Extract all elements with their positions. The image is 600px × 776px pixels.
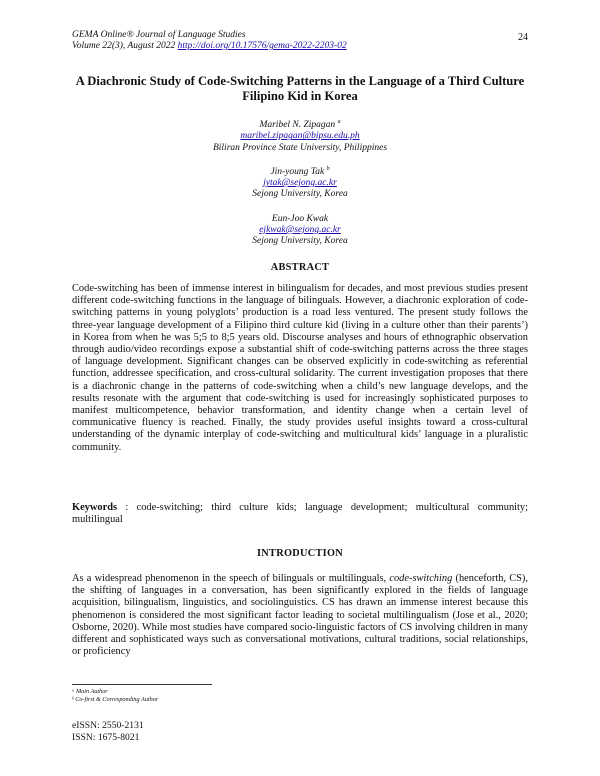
running-header — [72, 30, 347, 52]
author-affiliation: Sejong University, Korea — [252, 189, 348, 200]
page-number: 24 — [518, 32, 528, 43]
volume-line — [72, 41, 347, 52]
author-email-link[interactable]: ejkwak@sejong.ac.kr — [259, 224, 341, 235]
footnotes — [72, 688, 158, 704]
author-name: Jin-young Tak $^b$ — [270, 165, 330, 177]
author-block — [72, 117, 528, 257]
keywords-list: : code-switching; third culture kids; language development; multicultural community; multilingual — [72, 502, 528, 526]
author-entry — [72, 164, 528, 201]
author-email-link[interactable]: jytak@sejong.ac.kr — [263, 178, 337, 189]
doi-link[interactable]: http://doi.org/10.17576/gema-2022-2203-02 — [177, 41, 347, 51]
author-name: Maribel N. Zipagan $^a$ — [259, 119, 341, 131]
footnote-b: ᵇ Co-first & Corresponding Author — [72, 696, 159, 703]
author-entry — [72, 117, 528, 154]
author-entry — [72, 211, 528, 248]
author-name: Eun-Joo Kwak — [271, 213, 329, 224]
footnote-rule — [72, 684, 212, 685]
eissn: eISSN: 2550-2131 — [72, 720, 144, 731]
keywords — [72, 502, 528, 526]
pissn: ISSN: 1675-8021 — [72, 732, 140, 743]
footnote-a: ᵃ Main Author — [72, 688, 108, 695]
volume-text: Volume 22(3), August 2022 — [72, 41, 178, 51]
keywords-label: Keywords — [72, 502, 118, 513]
issn-block — [72, 720, 144, 744]
term-code-switching: code-switching — [389, 573, 453, 584]
abstract-text: Code-switching has been of immense interest in bilingualism for decades, and most previous studies present different code-switching functions in the language of bilinguals. However, a diachronic exploration of code-switching patterns in young polyglots’ production is a road less ventured. The present study follows the three-year language development of a Filipino third culture kid (living in a culture other than their parents’) in Korea from when he was 5;5 to 8;5 years old. Discourse analyses and hours of ethnographic observation through audio/video recordings expose a substantial shift of code-switching patterns across the three stages of language development. Significant changes can be observed explicitly in code-switching as referential function, addressee specification, and cross-cultural solidarity. The current investigation proposes that there is a diachronic change in the patterns of code-switching when a child’s new language develops, and the results resonate with the argument that code-switching is used for increasingly sophisticated purposes to manifest multicompetence, behavior transformation, and identity change when a certain level of communicative fluency is reached. Finally, the study provides useful insights toward a cross-cultural understanding of the dynamic interplay of code-switching and multicultural kids’ language in a pluralistic community. — [72, 283, 528, 453]
introduction-heading: INTRODUCTION — [257, 548, 343, 559]
introduction-text: As a widespread phenomenon in the speech of bilinguals or multilinguals, code-switching (henceforth, CS), the shifting of languages in a conversation, has been significantly explored in the fields of language acquisition, bilingualism, linguistics, and sociolinguistics. CS has drawn an immense interest because this phenomenon is considered the most significant factor leading to societal multilingualism (Jose et al., 2020; Osborne, 2020). While most studies have compared socio-linguistic factors of CS involving children in many different and sophisticated ways such as conversational motivations, cultural traditions, social relationships, or proficiency — [72, 573, 528, 658]
paper-title: A Diachronic Study of Code-Switching Patterns in the Language of a Third Culture Filipino Kid in Korea — [75, 74, 525, 103]
journal-name: GEMA Online® Journal of Language Studies — [72, 30, 246, 40]
author-affiliation: Sejong University, Korea — [252, 236, 348, 247]
abstract-heading: ABSTRACT — [270, 262, 330, 273]
author-affiliation: Biliran Province State University, Philippines — [212, 142, 388, 153]
author-email-link[interactable]: maribel.zipagan@bipsu.edu.ph — [240, 131, 360, 142]
